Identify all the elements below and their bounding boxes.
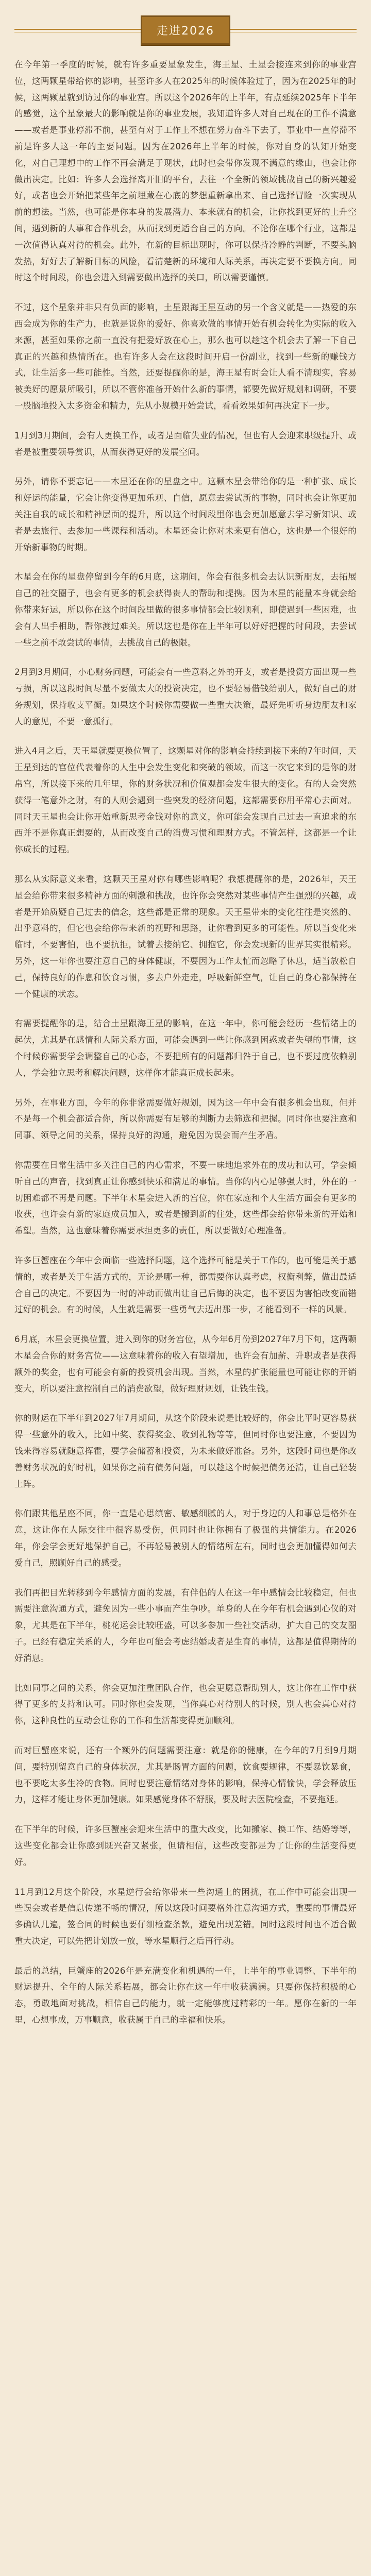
paragraph: 你们跟其他星座不同，你一直是心思缜密、敏感细腻的人，对于身边的人和事总是格外在意，这让你在人际交往中很容易受伤，但同时也让你拥有了极强的共情能力。在2026年，你会学会更好地保护自己，不再轻易被别人的情绪所左右，同时也会更加懂得如何去爱自己，照顾好自己的感受。 (14, 1509, 357, 1568)
paragraph: 6月底，木星会更换位置，进入到你的财务宫位，从今年6月份到2027年7月下旬，这两颗木星会合你的财务宫位——这意味着你的收入有望增加，也许会有加薪、升职或者是获得额外的奖金，也有可能会有新的投资机会出现。当然，木星的扩张能量也可能让你的开销变大，所以要注意控制自己的消费欲望，做好理财规划，让钱生钱。 (14, 1334, 357, 1394)
paragraph: 另外，在事业方面，今年的你非常需要做好规划，因为这一年中会有很多机会出现，但并不是每一个机会都适合你，所以你需要有足够的判断力去筛选和把握。同时你也要注意和同事、领导之间的关系，保持良好的沟通，避免因为误会而产生矛盾。 (14, 1097, 357, 1141)
paragraph: 木星会在你的星盘停留到今年的6月底，这期间，你会有很多机会去认识新朋友，去拓展自己的社交圈子，也会有更多的机会获得贵人的帮助和提携。因为木星的能量本身就会给你带来好运，所以你在这个时间段里做的很多事情都会比较顺利，即使遇到一些困难，也会有人出手相助，帮你渡过难关。所以这也是你在上半年可以好好把握的时间段，去尝试一些之前不敢尝试的事情，去挑战自己的极限。 (14, 572, 357, 648)
paragraph: 而对巨蟹座来说，还有一个额外的问题需要注意：就是你的健康，在今年的7月到9月期间，要特别留意自己的身体状况，尤其是肠胃方面的问题，饮食要规律，不要暴饮暴食，也不要吃太多生冷的食物。同时也要注意情绪对身体的影响，保持心情愉快，学会释放压力，这样才能让身体更加健康。如果感觉身体不舒服，要及时去医院检查，不要拖延。 (14, 1745, 357, 1805)
paragraph: 有需要提醒你的是，结合土星跟海王星的影响，在这一年中，你可能会经历一些情绪上的起伏，尤其是在感情和人际关系方面，可能会遇到一些让你感到困惑或者失望的事情，这个时候你需要学会调整自己的心态，不要把所有的问题都归咎于自己，也不要过度依赖别人，学会独立思考和解决问题，这样你才能真正成长起来。 (14, 1019, 357, 1078)
paragraph: 2月到3月期间，小心财务问题，可能会有一些意料之外的开支，或者是投资方面出现一些亏损，所以这段时间尽量不要做太大的投资决定，也不要轻易借钱给别人，做好自己的财务规划，保持收支平衡。如果这个时候你需要做一些重大决策，最好先听听身边朋友和家人的意见，不要一意孤行。 (14, 667, 357, 726)
paragraph: 最后的总结，巨蟹座的2026年是充满变化和机遇的一年，上半年的事业调整、下半年的财运提升、全年的人际关系拓展，都会让你在这一年中收获满满。只要你保持积极的心态，勇敢地面对挑战，相信自己的能力，就一定能够度过精彩的一年。愿你在新的一年里，心想事成，万事顺意，收获属于自己的幸福和快乐。 (14, 1965, 357, 2025)
header (14, 11, 357, 47)
paragraph: 在下半年的时候，许多巨蟹座会迎来生活中的重大改变，比如搬家、换工作、结婚等等，这些变化都会让你感到既兴奋又紧张，但请相信，这些改变都是为了让你的生活变得更好。 (14, 1824, 357, 1867)
page-title: 走进2026 (141, 15, 230, 45)
paragraph: 另外，请你不要忘记——木星还在你的星盘之中。这颗木星会带给你的是一种扩张、成长和好运的能量，它会让你变得更加乐观、自信，愿意去尝试新的事物，同时也会让你更加关注自我的成长和精神层面的提升，所以这个时间段里你也会更加愿意去学习新知识、或者是去旅行、去参加一些课程和活动。木星还会让你对未来更有信心，这也是一个很好的开始新事物的时期。 (14, 477, 357, 552)
paragraph: 你的财运在下半年到2027年7月期间，从这个阶段来说是比较好的，你会比平时更容易获得一些意外的收入，比如中奖、获得奖金、收到礼物等等，但同时你也要注意，不要因为钱来得容易就随意挥霍，要学会储蓄和投资，为未来做好准备。另外，这段时间也是你改善财务状况的好时机，如果你之前有债务问题，可以趁这个时候把债务还清，让自己轻装上阵。 (14, 1413, 357, 1489)
paragraph: 不过，这个星象并非只有负面的影响，土星跟海王星互动的另一个含义就是——热爱的东西会成为你的生产力，也就是说你的爱好、你喜欢做的事情开始有机会转化为实际的收入来源，甚至如果你之前一直没有把爱好放在心上，那么也可以趁这个机会去了解一下自己真正的兴趣和热情所在。也有许多人会在这段时间开启一份副业，找到一些新的赚钱方式，让生活多一些可能性。当然，还要提醒你的是，海王星有时会让人看不清现实，容易被美好的愿景所吸引，所以不管你准备开始什么新的事情，都要先做好规划和调研，不要一股脑地投入太多资金和精力，先从小规模开始尝试，看看效果如何再决定下一步。 (14, 302, 357, 411)
paragraph: 我们再把目光转移到今年感情方面的发展，有伴侣的人在这一年中感情会比较稳定，但也需要注意沟通方式，避免因为一些小事而产生争吵。单身的人在今年有机会遇到心仪的对象，尤其是在下半年，桃花运会比较旺盛，可以多参加一些社交活动，扩大自己的交友圈子。已经有稳定关系的人，今年也可能会考虑结婚或者是生育的事情，这都是值得期待的好消息。 (14, 1587, 357, 1663)
paragraph: 你需要在日常生活中多关注自己的内心需求，不要一味地追求外在的成功和认可，学会倾听自己的声音，找到真正让你感到快乐和满足的事情。当你的内心足够强大时，外在的一切困难都不再是问题。下半年木星会进入新的宫位，你在家庭和个人生活方面会有更多的收获，也许会有新的家庭成员加入，或者是搬到新的住处，这些都会给你带来新的开始和希望。当然，这也意味着你需要承担更多的责任，所以要做好心理准备。 (14, 1160, 357, 1236)
paragraph: 1月到3月期间，会有人更换工作，或者是面临失业的情况，但也有人会迎来职级提升、或者是被重要领导赏识，从而获得更好的发展空间。 (14, 430, 357, 457)
paragraph: 许多巨蟹座在今年中会面临一些选择问题，这个选择可能是关于工作的，也可能是关于感情的，或者是关于生活方式的，无论是哪一种，都需要你认真考虑，权衡利弊，做出最适合自己的决定。不要因为一时的冲动而做出让自己后悔的决定，也不要因为害怕改变而错过好的机会。有的时候，人生就是需要一些勇气去迈出那一步，才能看到不一样的风景。 (14, 1256, 357, 1315)
paragraph: 比如同事之间的关系，你会更加注重团队合作，也会更愿意帮助别人，这让你在工作中获得了更多的支持和认可。同时你也会发现，当你真心对待别人的时候，别人也会真心对待你，这种良性的互动会让你的工作和生活都变得更加顺利。 (14, 1683, 357, 1726)
paragraph: 11月到12月这个阶段，水星逆行会给你带来一些沟通上的困扰，在工作中可能会出现一些误会或者是信息传递不畅的情况，所以这段时间要格外注意沟通方式，重要的事情最好多确认几遍，签合同的时候也要仔细检查条款，避免出现差错。同时这段时间也不适合做重大决定，可以先把计划放一放，等水星顺行之后再行动。 (14, 1887, 357, 1946)
paragraph: 在今年第一季度的时候，就有许多重要星象发生，海王星、土星会接连来到你的事业宫位，这两颗星带给你的影响，甚至许多人在2025年的时候体验过了，因为在2025年的时候，这两颗星就到访过你的事业宫。所以这个2026年的上半年，有点延续2025年下半年的感觉，这个星象最大的影响就是你的事业发展，我知道许多人对自己现在的工作不满意——或者是事业停滞不前，甚至有对于工作上不想在努力奋斗下去了，事业中一直停滞不前是许多人这一年的主要问题。因为在2026年上半年的时候，你对自身的认知开始变化，对自己理想中的工作不再会满足于现状，此时也会带你发现不满意的缘由，也会让你做出决定。比如：许多人会选择离开旧的平台，去往一个全新的领域挑战自己的新兴趣爱好，或者也会开始把某些年之前埋藏在心底的梦想重新拿出来、自己选择冒险一次实现从前的想法。当然，也可能是你本身的发展潜力、本来就有的机会，让你找到更好的上升空间，遇到新的人事和合作机会，从而找到更适合自己的方向。不论你在哪个行业，这都是一次值得认真对待的机会。此外，在新的目标出现时，你可以保持冷静的判断，不要头脑发热，好好去了解新目标的风险，看清楚新的环境和人际关系，再决定要不要换方向。同时这个时间段，你也会进入到需要做出选择的关口，所以需要谨慎。 (14, 60, 357, 283)
paragraph: 进入4月之后，天王星就要更换位置了，这颗星对你的影响会持续到接下来的7年时间，天王星到达的宫位代表着你的人生中会发生变化和突破的领域，而这一次它来到的是你的财帛宫，所以接下来的几年里，你的财务状况和价值观都会发生很大的变化。有的人会突然获得一笔意外之财，有的人则会遇到一些突发的经济问题，这都需要你用平常心去面对。同时天王星也会让你开始重新思考金钱对你的意义，你可能会发现自己过去一直追求的东西并不是你真正想要的，从而改变自己的消费习惯和理财方式。不管怎样，这都是一个让你成长的过程。 (14, 746, 357, 855)
article-body (14, 57, 357, 2028)
paragraph: 那么从实际意义来看，这颗天王星对你有哪些影响呢？我想提醒你的是，2026年，天王星会给你带来很多精神方面的刺激和挑战，也许你会突然对某些事情产生强烈的兴趣，或者是开始质疑自己过去的信念，这些都是正常的现象。天王星带来的变化往往是突然的、出乎意料的，但它也会给你带来新的视野和思路，让你看到更多的可能性。所以当变化来临时，不要害怕，也不要抗拒，试着去接纳它、拥抱它，你会发现新的世界其实很精彩。另外，这一年你也要注意自己的身体健康，不要因为工作太忙而忽略了休息，适当放松自己，保持良好的作息和饮食习惯，多去户外走走，呼吸新鲜空气，让自己的身心都保持在一个健康的状态。 (14, 874, 357, 999)
